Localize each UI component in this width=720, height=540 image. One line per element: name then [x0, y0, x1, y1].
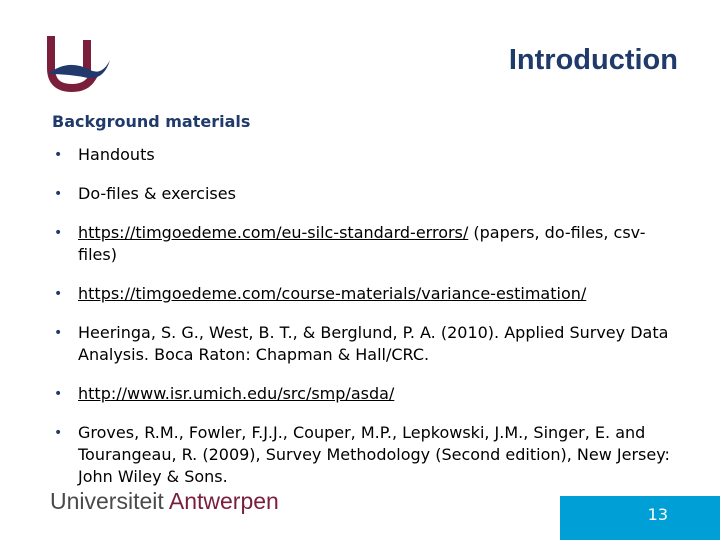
university-wordmark [50, 488, 279, 515]
slide-title: Introduction [508, 44, 678, 76]
bullet-text: Groves, R.M., Fowler, F.J.J., Couper, M.P., Lepkowski, J.M., Singer, E. and Tourangeau, R. (2009), Survey Methodology (Second edition), New Jersey: John Wiley & Sons. [78, 423, 670, 486]
university-logo-icon [46, 36, 112, 94]
eu-silc-link[interactable]: https://timgoedeme.com/eu-silc-standard-errors/ [78, 223, 469, 242]
bullet-icon: • [54, 186, 63, 202]
list-item [52, 283, 672, 305]
bullet-icon: • [54, 425, 63, 441]
bullet-text: Handouts [78, 145, 155, 164]
list-item [52, 183, 672, 205]
university-name-part2: Antwerpen [168, 488, 279, 514]
course-materials-link[interactable]: https://timgoedeme.com/course-materials/variance-estimation/ [78, 284, 587, 303]
bullet-icon: • [54, 325, 63, 341]
bullet-list [52, 144, 672, 488]
university-name-part1: Universiteit [50, 488, 169, 514]
list-item [52, 322, 672, 366]
bullet-icon: • [54, 225, 63, 241]
bullet-icon: • [54, 386, 63, 402]
bullet-text: Heeringa, S. G., West, B. T., & Berglund, P. A. (2010). Applied Survey Data Analysis. Boca Raton: Chapman & Hall/CRC. [78, 323, 669, 364]
section-heading: Background materials [52, 112, 251, 131]
list-item [52, 422, 672, 488]
bullet-text: (papers, do-files, csv-files) [78, 223, 646, 264]
bullet-icon: • [54, 286, 63, 302]
page-number: 13 [647, 505, 668, 524]
list-item [52, 383, 672, 405]
asda-link[interactable]: http://www.isr.umich.edu/src/smp/asda/ [78, 384, 395, 403]
bullet-icon: • [54, 147, 63, 163]
page-number-box [560, 496, 720, 540]
list-item [52, 144, 672, 166]
bullet-text: Do-files & exercises [78, 184, 236, 203]
list-item [52, 222, 672, 266]
